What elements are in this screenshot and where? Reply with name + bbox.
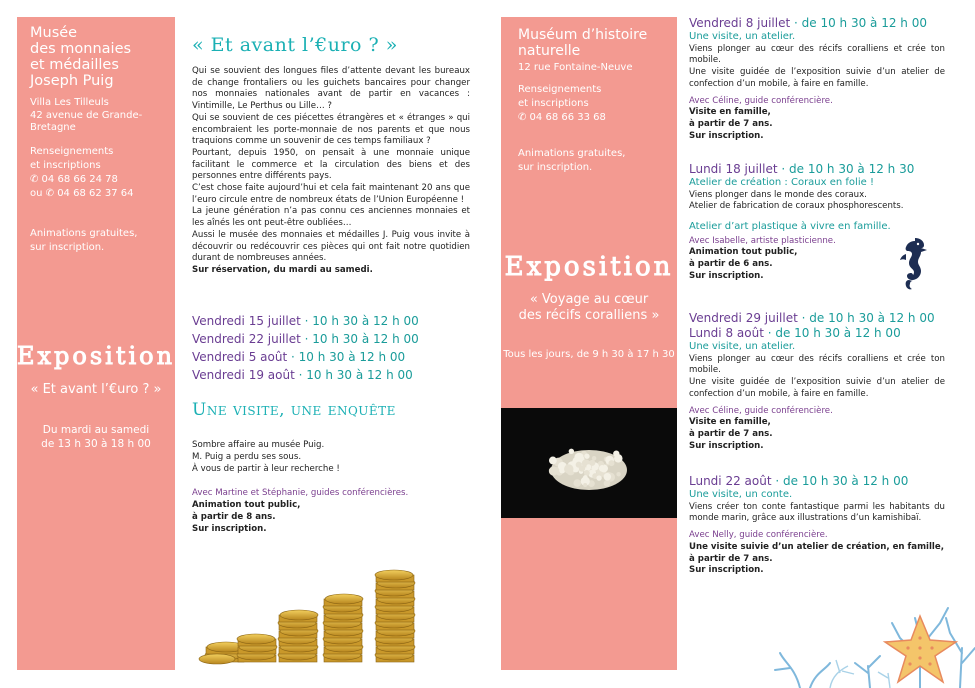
event-guide: Avec Isabelle, artiste plasticienne.: [689, 235, 836, 246]
exposition-heading: [17, 342, 175, 370]
expo-title: [501, 292, 677, 324]
museum-name-line: Musée: [30, 25, 78, 41]
white-coral-photo: [501, 408, 677, 518]
event-date: [689, 162, 914, 177]
event-text: Viens créer ton conte fantastique parmi les habitants du monde marin, grâce aux illustrations d’un kamishibaï.: [689, 501, 945, 524]
seahorse-icon: [895, 236, 931, 292]
event-8-juillet: [689, 16, 945, 143]
animations-note: [518, 147, 625, 174]
expo-title-line: « Voyage au cœur: [529, 292, 649, 307]
event-guide: Avec Céline, guide conférencière.: [689, 95, 833, 106]
separator: ·: [790, 16, 802, 30]
separator: ·: [777, 162, 790, 176]
event-audience: Visite en famille,: [689, 417, 771, 428]
phone-number: ✆ 04 68 66 24 78: [30, 174, 118, 185]
event-29-juillet-8-aout: [689, 311, 945, 453]
museum-histoire-panel: [501, 17, 677, 670]
address-line: 42 avenue de Grande-: [30, 109, 143, 121]
event-time: de 10 h 30 à 12 h 00: [801, 16, 927, 30]
euro-description: [192, 66, 470, 277]
event-day: Vendredi 29 juillet: [689, 311, 798, 325]
event-date: [689, 311, 945, 326]
separator: ·: [300, 332, 313, 346]
event-audience: Sur inscription.: [689, 565, 764, 576]
event-date: [689, 474, 945, 489]
event-text: Viens plonger au cœur des récifs coralliens et crée ton mobile.: [689, 43, 945, 66]
event-time: de 10 h 30 à 12 h 00: [809, 311, 935, 325]
museum-name-line: Muséum d’histoire: [518, 27, 648, 43]
animations-line: Animations gratuites,: [518, 148, 626, 159]
museum-name: [518, 27, 647, 59]
paragraph: La jeune génération n’a pas connu ces anciennes monnaies et les aînés les ont peut-être oubliées…: [192, 206, 470, 229]
reservation-note: Sur réservation, du mardi au samedi.: [192, 264, 373, 275]
euro-section-title: « Et avant l’€uro ? »: [192, 34, 398, 56]
event-audience: à partir de 7 ans.: [689, 429, 773, 440]
text-line: À vous de partir à leur recherche !: [192, 464, 340, 474]
separator: ·: [797, 311, 810, 325]
coins-stacks-illustration: [195, 555, 440, 670]
date-day: Vendredi 22 juillet: [192, 332, 301, 346]
event-guide: Avec Nelly, guide conférencière.: [689, 530, 828, 541]
euro-dates: [192, 312, 419, 384]
separator: ·: [771, 474, 783, 488]
coral-starfish-illustration: [770, 578, 975, 688]
hours-line: Du mardi au samedi: [42, 424, 150, 436]
date-time: 10 h 30 à 12 h 00: [312, 314, 419, 328]
event-subtitle: Une visite, un atelier.: [689, 31, 796, 42]
animations-line: Animations gratuites,: [30, 228, 138, 239]
expo-title: « Et avant l’€uro ? »: [30, 382, 162, 397]
event-subtitle: Une visite, un atelier.: [689, 341, 796, 352]
contact-line: Renseignements: [518, 84, 602, 95]
musee-monnaies-panel: [17, 17, 175, 670]
separator: ·: [300, 314, 313, 328]
event-day: Lundi 18 juillet: [689, 162, 778, 176]
date-day: Vendredi 15 juillet: [192, 314, 301, 328]
event-time: de 10 h 30 à 12 h 00: [775, 326, 901, 340]
event-audience: Sur inscription.: [689, 441, 764, 452]
museum-name-line: des monnaies: [30, 41, 132, 57]
audience-line: Animation tout public,: [192, 500, 301, 510]
exposition-word: Exposition: [504, 252, 674, 282]
event-audience: à partir de 7 ans.: [689, 119, 773, 130]
event-text: Viens plonger dans le monde des coraux.: [689, 189, 867, 200]
separator: ·: [763, 326, 776, 340]
event-date: [689, 16, 945, 31]
event-subtitle: Une visite, un conte.: [689, 489, 793, 500]
date-day: Vendredi 19 août: [192, 368, 295, 382]
address-line: Villa Les Tilleuls: [30, 97, 109, 108]
guides-line: Avec Martine et Stéphanie, guides conférencières.: [192, 488, 409, 498]
enquete-guides: [192, 487, 408, 535]
event-audience: Sur inscription.: [689, 270, 764, 281]
event-time: de 10 h 30 à 12 h 00: [783, 474, 909, 488]
event-text: Une visite guidée de l’exposition suivie d’un atelier de confection d’un mobile, à faire en famille.: [689, 67, 945, 89]
date-time: 10 h 30 à 12 h 00: [306, 368, 413, 382]
exposition-word: Exposition: [17, 342, 176, 370]
event-day: Vendredi 8 juillet: [689, 16, 791, 30]
event-22-aout: [689, 474, 945, 577]
animations-line: sur inscription.: [518, 161, 593, 173]
paragraph: Qui se souvient de ces piécettes étrangères et « étranges » qui encombraient les porte-monnaie de nos parents et que nous traquions comme un souvenir de ces temps familiaux ?: [192, 112, 470, 147]
contact-line: et inscriptions: [518, 98, 589, 109]
museum-contact: [518, 83, 606, 125]
hours-line: de 13 h 30 à 18 h 00: [41, 438, 151, 450]
event-audience: Une visite suivie d’un atelier de création, en famille,: [689, 541, 944, 552]
text-line: Sombre affaire au musée Puig.: [192, 440, 325, 450]
museum-address: 12 rue Fontaine-Neuve: [518, 62, 633, 73]
animations-line: sur inscription.: [30, 241, 105, 253]
event-guide: Avec Céline, guide conférencière.: [689, 405, 833, 416]
paragraph: C’est chose faite aujourd’hui et cela fait maintenant 20 ans que l’euro circule entre de nombreux états de l’Union Européenne !: [192, 183, 470, 205]
paragraph: Qui se souvient des longues files d’attente devant les bureaux de change frontaliers ou les guichets bancaires pour changer nos monnaies nationales avant de partir en vacances : Vintimille, Le Perthus ou Lille… ?: [192, 66, 470, 112]
expo-hours: [17, 423, 175, 451]
event-audience: Animation tout public,: [689, 247, 798, 258]
date-row: [192, 312, 419, 330]
date-time: 10 h 30 à 12 h 00: [312, 332, 419, 346]
date-row: [192, 330, 419, 348]
contact-line: Renseignements: [30, 146, 114, 157]
enquete-description: [192, 439, 340, 475]
date-time: 10 h 30 à 12 h 00: [298, 350, 406, 364]
paragraph: Pourtant, depuis 1950, on pensait à une monnaie unique facilitant le commerce et la circulation des biens et des personnes entre différents pays.: [192, 147, 470, 182]
address-line: Bretagne: [30, 122, 76, 133]
event-18-juillet: [689, 162, 914, 283]
phone-number: ou ✆ 04 68 62 37 64: [30, 188, 134, 199]
contact-line: et inscriptions: [30, 160, 101, 171]
event-day: Lundi 22 août: [689, 474, 772, 488]
expo-hours: Tous les jours, de 9 h 30 à 17 h 30: [503, 349, 675, 360]
date-row: [192, 348, 419, 366]
animations-note: [30, 227, 137, 254]
museum-contact: [30, 145, 134, 201]
event-text: Viens plonger au cœur des récifs coralliens et crée ton mobile.: [689, 353, 945, 376]
phone-number: ✆ 04 68 66 33 68: [518, 112, 606, 123]
event-subtitle: Atelier de création : Coraux en folie !: [689, 177, 874, 188]
event-day: Lundi 8 août: [689, 326, 764, 340]
event-subtitle: Atelier d’art plastique à vivre en famille.: [689, 221, 891, 233]
enquete-title: Une visite, une enquête: [192, 400, 396, 420]
separator: ·: [287, 350, 299, 364]
event-date: [689, 326, 945, 341]
separator: ·: [294, 368, 307, 382]
museum-name-line: Joseph Puig: [30, 73, 114, 89]
date-row: [192, 366, 419, 384]
text-line: M. Puig a perdu ses sous.: [192, 452, 302, 462]
museum-name-line: naturelle: [518, 43, 581, 59]
museum-name: [30, 25, 131, 89]
event-text: Une visite guidée de l’exposition suivie d’un atelier de confection d’un mobile, à faire en famille.: [689, 377, 945, 399]
event-audience: à partir de 7 ans.: [689, 553, 773, 564]
museum-address: [30, 97, 142, 135]
museum-name-line: et médailles: [30, 57, 119, 73]
event-audience: Visite en famille,: [689, 107, 771, 118]
audience-line: à partir de 8 ans.: [192, 512, 276, 522]
event-text: Atelier de fabrication de coraux phosphorescents.: [689, 201, 904, 212]
event-audience: Sur inscription.: [689, 131, 764, 142]
exposition-heading: [501, 252, 677, 282]
paragraph: Aussi le musée des monnaies et médailles J. Puig vous invite à découvrir ou redécouvrir ces pièces qui ont fait notre quotidien durant de nombreuses années.: [192, 229, 470, 264]
date-day: Vendredi 5 août: [192, 350, 288, 364]
expo-title-line: des récifs coralliens »: [518, 308, 660, 323]
event-audience: à partir de 6 ans.: [689, 259, 773, 270]
event-time: de 10 h 30 à 12 h 30: [789, 162, 915, 176]
audience-line: Sur inscription.: [192, 524, 267, 534]
